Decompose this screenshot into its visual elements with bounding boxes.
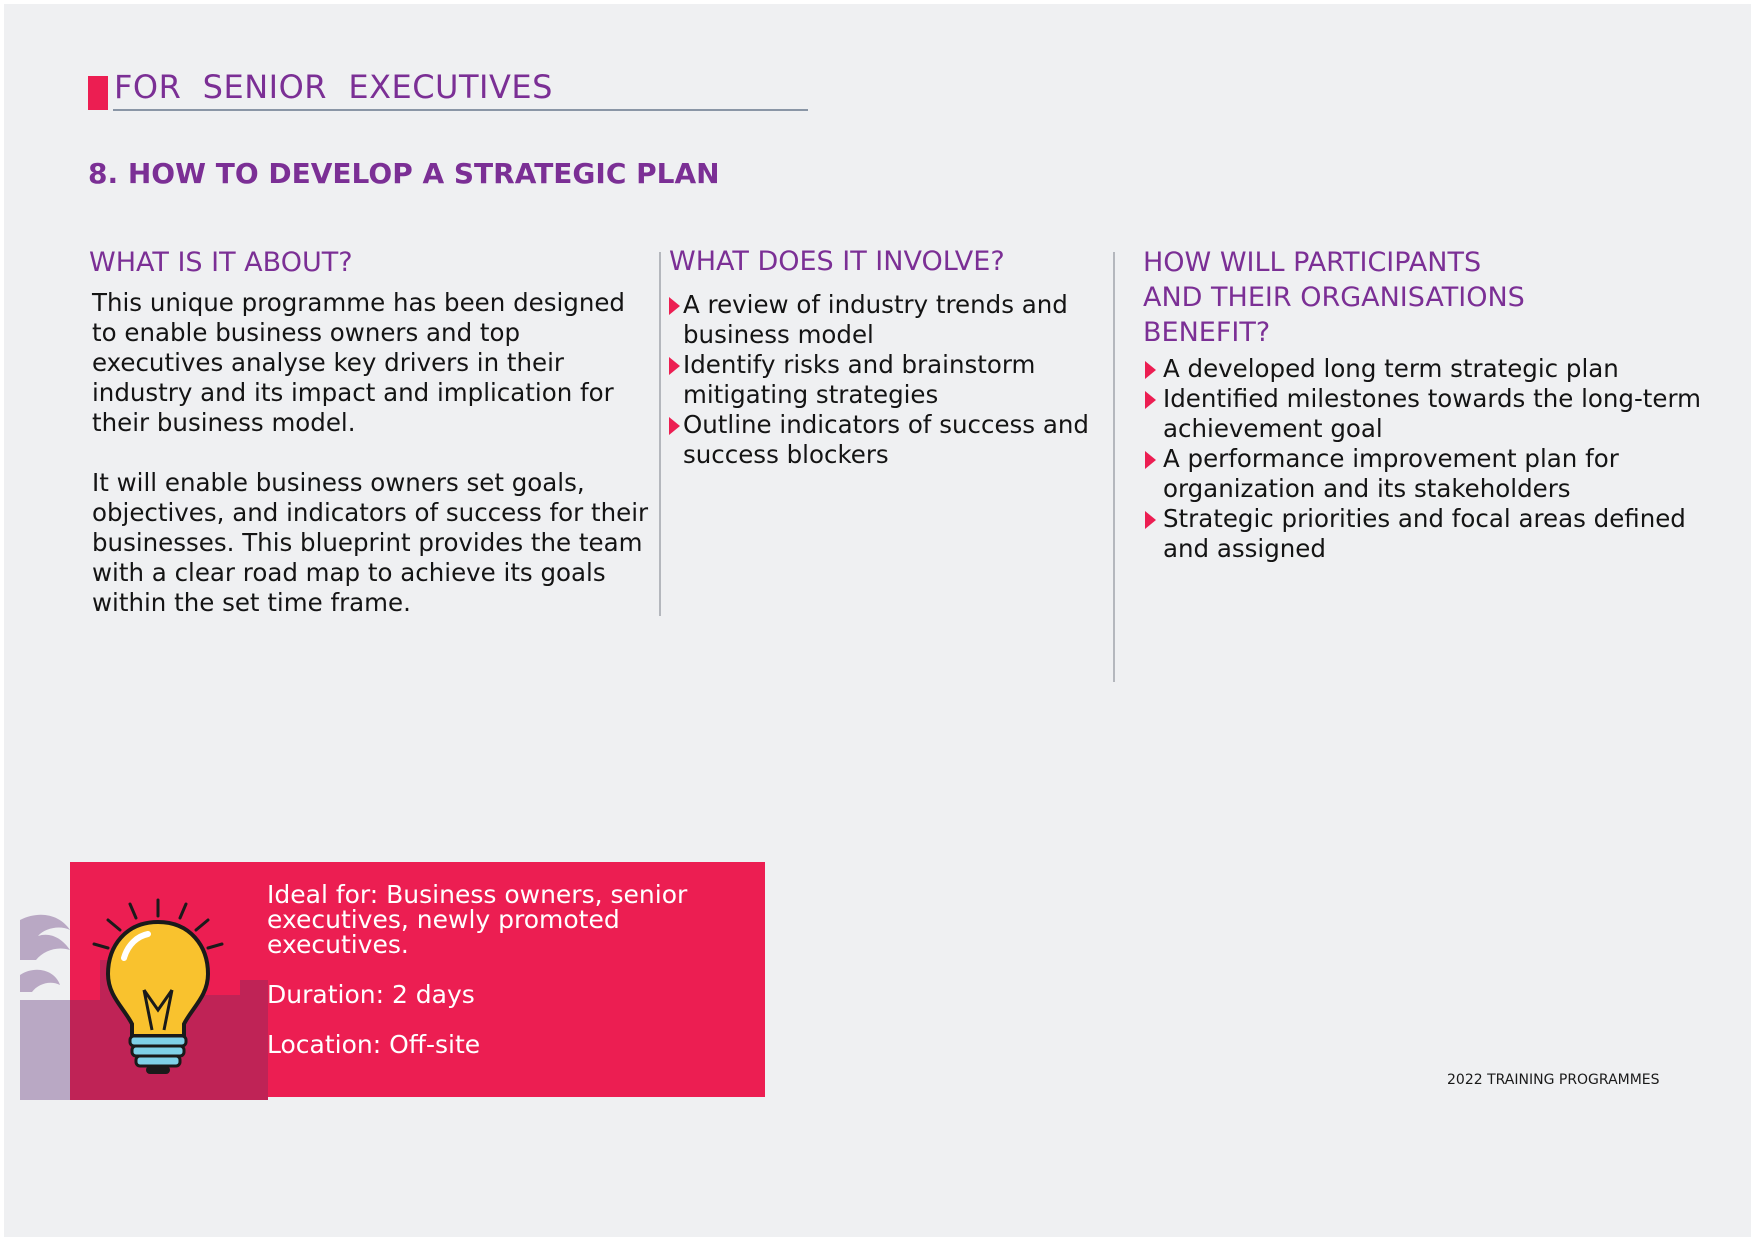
column-divider-1 <box>659 252 661 616</box>
column-divider-2 <box>1113 252 1115 682</box>
section-underline <box>113 109 808 111</box>
involve-item: A review of industry trends and business model <box>683 290 1103 350</box>
palm-tree-icon <box>20 915 70 1100</box>
bullet-triangle-icon <box>669 417 680 435</box>
benefit-item: Identified milestones towards the long-term achievement goal <box>1163 384 1703 444</box>
about-heading: WHAT IS IT ABOUT? <box>89 247 353 278</box>
section-marker <box>88 76 108 110</box>
about-body <box>92 288 652 618</box>
duration-text: Duration: 2 days <box>267 980 475 1009</box>
involve-item: Outline indicators of success and success blockers <box>683 410 1103 470</box>
section-title: FOR SENIOR EXECUTIVES <box>114 68 553 106</box>
location-text: Location: Off-site <box>267 1030 481 1059</box>
bullet-triangle-icon <box>669 357 680 375</box>
bullet-triangle-icon <box>1145 361 1156 379</box>
programme-title: 8. HOW TO DEVELOP A STRATEGIC PLAN <box>88 157 720 190</box>
benefit-item: A performance improvement plan for organization and its stakeholders <box>1163 444 1703 504</box>
benefit-list <box>1163 354 1703 564</box>
programme-info-text <box>267 882 737 1057</box>
about-paragraph-2: It will enable business owners set goals, objectives, and indicators of success for their businesses. This blueprint provides the team with a clear road map to achieve its goals within the set time frame. <box>92 468 649 617</box>
ideal-for-text: Ideal for: Business owners, senior executives, newly promoted executives. <box>267 880 688 959</box>
bullet-triangle-icon <box>669 297 680 315</box>
about-paragraph-1: This unique programme has been designed to enable business owners and top executives analyse key drivers in their industry and its impact and implication for their business model. <box>92 288 625 437</box>
benefit-item: A developed long term strategic plan <box>1163 354 1703 384</box>
involve-list <box>683 290 1103 470</box>
bullet-triangle-icon <box>1145 391 1156 409</box>
involve-heading: WHAT DOES IT INVOLVE? <box>669 246 1005 277</box>
involve-item: Identify risks and brainstorm mitigating strategies <box>683 350 1103 410</box>
bullet-triangle-icon <box>1145 511 1156 529</box>
benefit-heading: HOW WILL PARTICIPANTS AND THEIR ORGANISATIONS BENEFIT? <box>1143 247 1525 348</box>
footer-label: 2022 TRAINING PROGRAMMES <box>1447 1072 1660 1088</box>
bullet-triangle-icon <box>1145 451 1156 469</box>
benefit-item: Strategic priorities and focal areas defined and assigned <box>1163 504 1703 564</box>
